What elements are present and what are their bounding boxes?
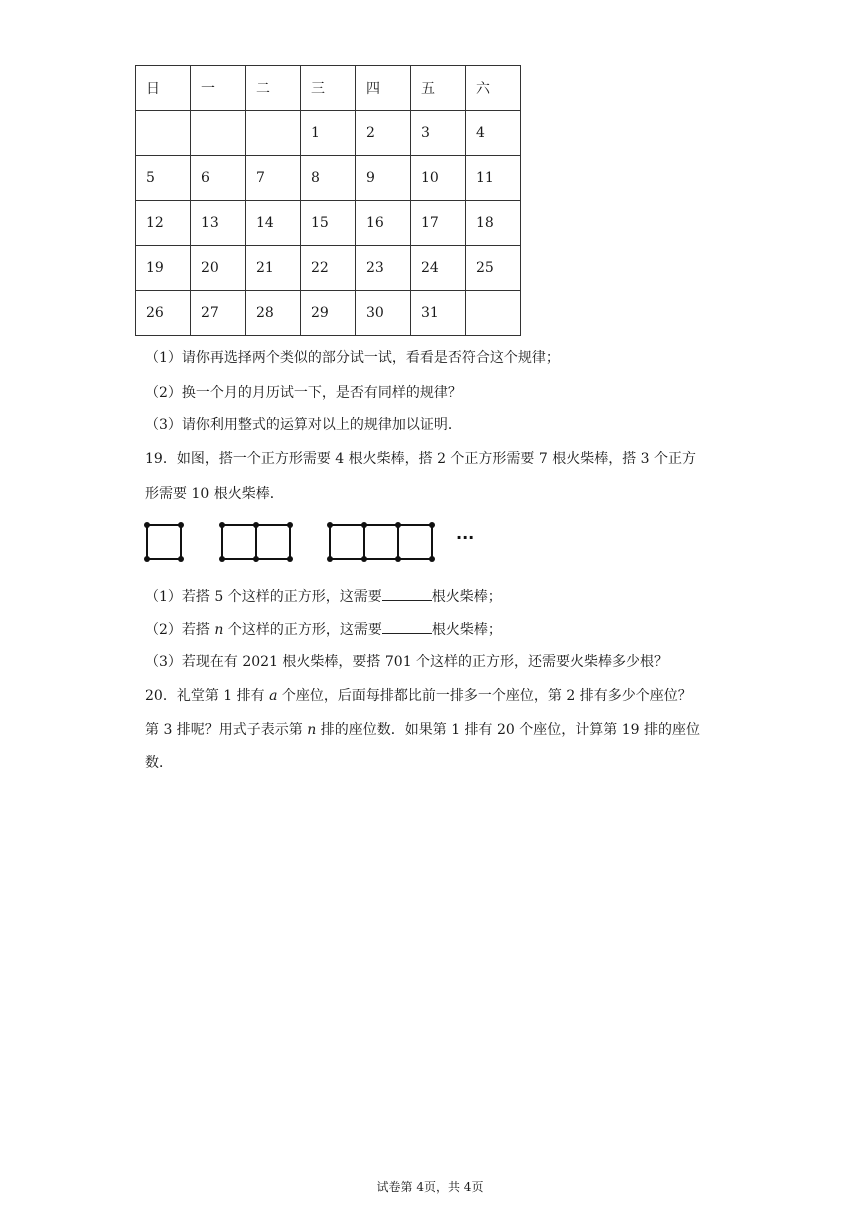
calendar-day-cell: 3: [411, 111, 466, 156]
matchstick-joint: [178, 522, 184, 528]
matchstick-groups: [144, 522, 435, 562]
calendar-header-row: [136, 66, 521, 111]
q19-sub2-tail: 根火柴棒；: [431, 622, 502, 638]
q18-sub2: （2）换一个月的月历试一下，是否有同样的规律？: [145, 385, 462, 401]
calendar-day-cell: 17: [411, 201, 466, 246]
matchstick-square-group: [219, 522, 293, 562]
calendar-day-cell: 11: [466, 156, 521, 201]
answer-blank: [382, 586, 432, 601]
variable-n: n: [307, 722, 317, 738]
calendar-day-cell: 7: [246, 156, 301, 201]
calendar-day-cell: 9: [356, 156, 411, 201]
matchstick-joint: [395, 522, 401, 528]
calendar-table: [135, 65, 521, 336]
calendar-day-cell: 1: [301, 111, 356, 156]
calendar-weekday-cell: 四: [356, 66, 411, 111]
calendar-day-cell: 16: [356, 201, 411, 246]
calendar-day-cell: 21: [246, 246, 301, 291]
answer-blank: [382, 619, 432, 634]
calendar-day-cell: [246, 111, 301, 156]
matchstick-figure: [140, 517, 480, 565]
matchstick-joint: [219, 556, 225, 562]
matchstick-joint: [395, 556, 401, 562]
calendar-day-cell: 8: [301, 156, 356, 201]
calendar-day-cell: 30: [356, 291, 411, 336]
calendar-weekday-cell: 二: [246, 66, 301, 111]
q20-line2: [145, 720, 700, 740]
calendar-day-cell: 2: [356, 111, 411, 156]
calendar-day-cell: 26: [136, 291, 191, 336]
q20-line2-text: 第 3 排呢？用式子表示第: [145, 722, 308, 738]
matchstick-joint: [361, 556, 367, 562]
calendar-row: [136, 201, 521, 246]
matchstick-joint: [144, 556, 150, 562]
matchstick-joint: [287, 556, 293, 562]
matchstick-joint: [327, 556, 333, 562]
calendar-row: [136, 246, 521, 291]
q19-sub1-text: （1）若搭 5 个这样的正方形，这需要: [145, 589, 382, 605]
q19-sub2-mid: 个这样的正方形，这需要: [223, 622, 382, 638]
matchstick-joint: [219, 522, 225, 528]
matchstick-joint: [144, 522, 150, 528]
calendar-weekday-cell: 一: [191, 66, 246, 111]
calendar-day-cell: 4: [466, 111, 521, 156]
matchstick-joint: [178, 556, 184, 562]
q19-stem-line2: 形需要 10 根火柴棒．: [145, 486, 284, 502]
matchstick-square-group: [327, 522, 435, 562]
calendar-day-cell: 6: [191, 156, 246, 201]
calendar-day-cell: 29: [301, 291, 356, 336]
q18-sub3: （3）请你利用整式的运算对以上的规律加以证明．: [145, 417, 462, 433]
matchstick-joint: [253, 522, 259, 528]
q19-sub3: （3）若现在有 2021 根火柴棒，要搭 701 个这样的正方形，还需要火柴棒多少根？: [145, 654, 669, 670]
page-footer: 试卷第 4页，共 4页: [376, 1180, 484, 1194]
calendar-day-cell: 5: [136, 156, 191, 201]
matchstick-joint: [429, 556, 435, 562]
calendar-day-cell: 15: [301, 201, 356, 246]
calendar-day-cell: 20: [191, 246, 246, 291]
calendar-day-cell: 19: [136, 246, 191, 291]
q19-sub2: [145, 619, 502, 640]
calendar-day-cell: 12: [136, 201, 191, 246]
q20-line3: 数．: [145, 755, 173, 771]
q20-line1-tail: 个座位，后面每排都比前一排多一个座位，第 2 排有多少个座位？: [277, 688, 692, 704]
calendar-body: [136, 66, 521, 336]
calendar-weekday-cell: 五: [411, 66, 466, 111]
calendar-day-cell: 10: [411, 156, 466, 201]
q20-line1: [145, 686, 692, 706]
matchstick-joint: [287, 522, 293, 528]
figure-ellipsis: ···: [456, 528, 475, 547]
matchstick-joint: [253, 556, 259, 562]
calendar-row: [136, 111, 521, 156]
q19-sub1: [145, 586, 502, 607]
calendar-weekday-cell: 六: [466, 66, 521, 111]
calendar-day-cell: 28: [246, 291, 301, 336]
calendar-day-cell: 13: [191, 201, 246, 246]
calendar-day-cell: [191, 111, 246, 156]
calendar-day-cell: 27: [191, 291, 246, 336]
q20-line1-text: 20．礼堂第 1 排有: [145, 688, 270, 704]
q19-sub2-text: （2）若搭: [145, 622, 215, 638]
variable-n: n: [214, 622, 224, 638]
calendar-day-cell: 18: [466, 201, 521, 246]
q18-sub1: （1）请你再选择两个类似的部分试一试，看看是否符合这个规律；: [145, 350, 560, 366]
q20-line2-tail: 排的座位数．如果第 1 排有 20 个座位，计算第 19 排的座位: [316, 722, 700, 738]
matchstick-square-group: [144, 522, 184, 562]
calendar-day-cell: 22: [301, 246, 356, 291]
calendar-day-cell: 25: [466, 246, 521, 291]
calendar-day-cell: 24: [411, 246, 466, 291]
calendar-day-cell: 31: [411, 291, 466, 336]
calendar-row: [136, 156, 521, 201]
variable-a: a: [269, 688, 278, 704]
q19-stem-line1: 19．如图，搭一个正方形需要 4 根火柴棒，搭 2 个正方形需要 7 根火柴棒，搭 3 个正方: [145, 451, 697, 467]
q19-sub1-tail: 根火柴棒；: [431, 589, 502, 605]
matchstick-joint: [361, 522, 367, 528]
calendar-weekday-cell: 三: [301, 66, 356, 111]
matchstick-joint: [429, 522, 435, 528]
calendar-day-cell: [466, 291, 521, 336]
matchstick-joint: [327, 522, 333, 528]
calendar-day-cell: [136, 111, 191, 156]
calendar-day-cell: 23: [356, 246, 411, 291]
calendar-day-cell: 14: [246, 201, 301, 246]
calendar-row: [136, 291, 521, 336]
calendar-weekday-cell: 日: [136, 66, 191, 111]
